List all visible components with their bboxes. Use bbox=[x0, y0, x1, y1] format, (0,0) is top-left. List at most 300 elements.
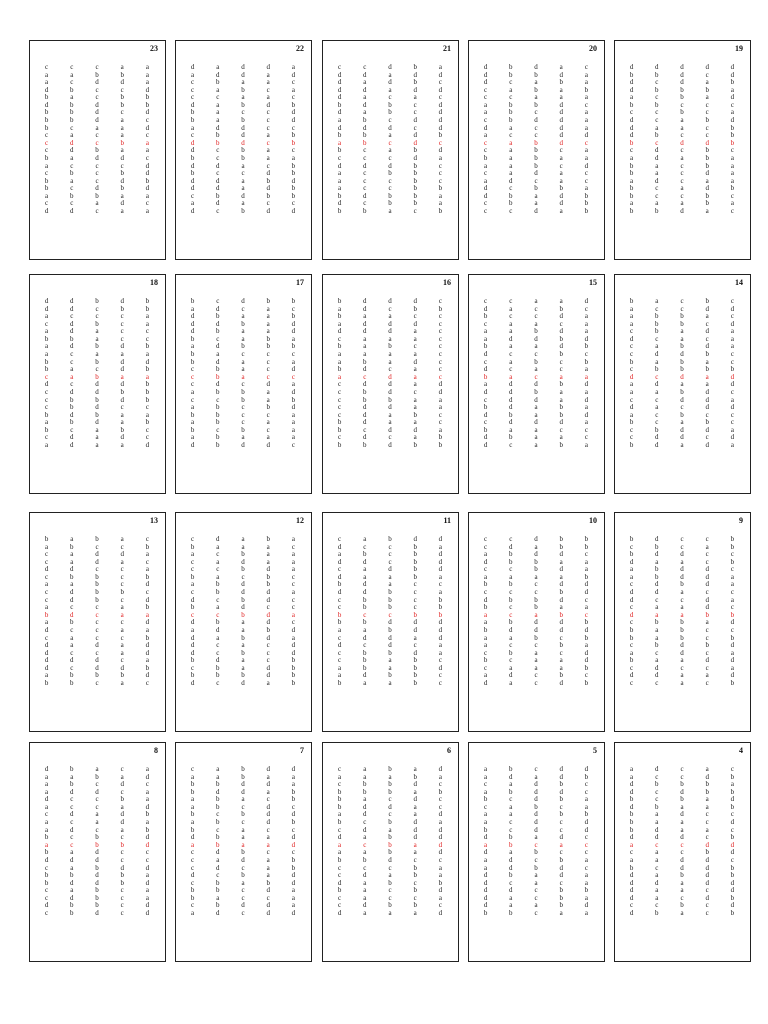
letter-cell: d bbox=[655, 663, 659, 672]
letter-cell: a bbox=[680, 380, 684, 389]
letter-cell: c bbox=[70, 625, 74, 634]
letter-cell: b bbox=[413, 772, 417, 781]
letter-cell: d bbox=[509, 863, 513, 872]
letter-cell: d bbox=[584, 656, 589, 665]
letter-cell: a bbox=[45, 312, 49, 321]
letter-cell: d bbox=[559, 191, 563, 200]
letter-cell: b bbox=[509, 908, 513, 917]
letter-cell: d bbox=[483, 871, 488, 880]
letter-cell: b bbox=[95, 410, 99, 419]
letter-cell: a bbox=[145, 886, 149, 895]
letter-cell: b bbox=[413, 565, 417, 574]
letter-cell: d bbox=[120, 863, 124, 872]
letter-cell: b bbox=[337, 802, 342, 811]
letter-cell: a bbox=[534, 191, 538, 200]
letter-cell: b bbox=[413, 550, 417, 559]
letter-cell: c bbox=[438, 319, 442, 328]
letter-cell: b bbox=[145, 825, 150, 834]
letter-cell: c bbox=[438, 312, 442, 321]
letter-cell: c bbox=[338, 901, 342, 910]
letter-cell: d bbox=[559, 342, 563, 351]
letter-cell: d bbox=[584, 410, 589, 419]
letter-cell: c bbox=[584, 425, 588, 434]
letter-cell: b bbox=[483, 372, 488, 381]
letter-cell: d bbox=[655, 671, 659, 680]
letter-cell: b bbox=[629, 297, 634, 305]
letter-cell: d bbox=[730, 618, 735, 627]
letter-cell: b bbox=[559, 893, 563, 902]
letter-cell: d bbox=[291, 878, 296, 887]
letter-cell: c bbox=[95, 678, 99, 687]
letter-cell: b bbox=[266, 297, 270, 305]
letter-cell: d bbox=[266, 588, 270, 597]
letter-cell: b bbox=[730, 557, 735, 566]
letter-cell: c bbox=[534, 908, 538, 917]
letter-cell: c bbox=[680, 848, 684, 857]
letter-cell: a bbox=[241, 878, 245, 887]
letter-cell: b bbox=[629, 138, 634, 147]
card-number: 11 bbox=[443, 516, 451, 525]
letter-cell: c bbox=[630, 901, 634, 910]
letter-cell: b bbox=[655, 542, 659, 551]
letter-cell: b bbox=[120, 425, 124, 434]
letter-cell: b bbox=[534, 565, 538, 574]
letter-cell: b bbox=[363, 787, 367, 796]
letter-cell: a bbox=[559, 663, 563, 672]
letter-cell: d bbox=[730, 795, 735, 804]
letter-cell: a bbox=[413, 418, 417, 427]
letter-cell: d bbox=[483, 557, 488, 566]
letter-cell: c bbox=[484, 780, 488, 789]
letter-cell: c bbox=[438, 802, 442, 811]
letter-cell: a bbox=[630, 572, 634, 581]
letter-cell: c bbox=[95, 206, 99, 215]
letter-cell: c bbox=[216, 648, 220, 657]
letter-cell: c bbox=[70, 199, 74, 208]
letter-cell: a bbox=[241, 542, 245, 551]
letter-cell: d bbox=[680, 810, 684, 819]
letter-cell: a bbox=[413, 840, 417, 849]
letter-cell: a bbox=[291, 588, 295, 597]
letter-cell: b bbox=[337, 418, 342, 427]
letter-cell: a bbox=[338, 176, 342, 185]
letter-cell: c bbox=[584, 833, 588, 842]
letter-cell: d bbox=[413, 833, 417, 842]
letter-cell: b bbox=[413, 886, 417, 895]
letter-cell: c bbox=[363, 169, 367, 178]
letter-grid bbox=[615, 536, 750, 688]
letter-cell: d bbox=[70, 855, 74, 864]
letter-cell: c bbox=[484, 199, 488, 208]
letter-cell: a bbox=[509, 810, 513, 819]
letter-cell: a bbox=[45, 161, 49, 170]
letter-cell: a bbox=[266, 304, 270, 313]
letter-cell: d bbox=[216, 380, 220, 389]
letter-cell: d bbox=[337, 908, 342, 917]
letter-cell: b bbox=[483, 312, 488, 321]
letter-cell: b bbox=[629, 795, 634, 804]
letter-cell: d bbox=[680, 863, 684, 872]
letter-cell: b bbox=[438, 184, 443, 193]
letter-cell: d bbox=[483, 410, 488, 419]
letter-cell: a bbox=[730, 572, 734, 581]
letter-cell: a bbox=[584, 365, 588, 374]
letter-cell: a bbox=[705, 78, 709, 87]
letter-cell: d bbox=[438, 146, 443, 155]
letter-cell: c bbox=[120, 848, 124, 857]
letter-cell: d bbox=[730, 433, 735, 442]
letter-cell: d bbox=[216, 123, 220, 132]
letter-cell: d bbox=[241, 787, 245, 796]
letter-cell: a bbox=[680, 908, 684, 917]
letter-cell: b bbox=[337, 297, 342, 305]
letter-cell: c bbox=[484, 93, 488, 102]
letter-cell: c bbox=[655, 184, 659, 193]
letter-cell: c bbox=[45, 372, 49, 381]
letter-cell: b bbox=[363, 656, 367, 665]
letter-cell: d bbox=[730, 818, 735, 827]
letter-cell: b bbox=[388, 191, 392, 200]
letter-cell: b bbox=[291, 663, 296, 672]
letter-cell: b bbox=[534, 100, 538, 109]
letter-cell: c bbox=[266, 648, 270, 657]
letter-cell: b bbox=[291, 863, 296, 872]
letter-cell: c bbox=[388, 542, 392, 551]
letter-cell: d bbox=[509, 625, 513, 634]
letter-cell: b bbox=[266, 535, 270, 543]
letter-cell: a bbox=[534, 425, 538, 434]
letter-cell: c bbox=[191, 131, 195, 140]
letter-cell: d bbox=[363, 85, 367, 94]
letter-cell: a bbox=[680, 588, 684, 597]
letter-cell: c bbox=[70, 380, 74, 389]
letter-cell: c bbox=[509, 297, 513, 305]
letter-cell: d bbox=[120, 818, 124, 827]
letter-cell: b bbox=[534, 595, 538, 604]
letter-cell: c bbox=[266, 848, 270, 857]
letter-cell: a bbox=[145, 63, 149, 71]
letter-cell: d bbox=[655, 63, 659, 71]
letter-cell: a bbox=[70, 772, 74, 781]
letter-cell: b bbox=[483, 580, 488, 589]
letter-cell: d bbox=[680, 63, 684, 71]
letter-cell: c bbox=[413, 123, 417, 132]
letter-cell: b bbox=[266, 403, 270, 412]
letter-cell: a bbox=[70, 372, 74, 381]
letter-cell: a bbox=[413, 633, 417, 642]
letter-cell: d bbox=[559, 618, 563, 627]
letter-cell: b bbox=[388, 648, 392, 657]
letter-cell: d bbox=[584, 625, 589, 634]
letter-cell: b bbox=[509, 116, 513, 125]
letter-cell: d bbox=[266, 100, 270, 109]
letter-cell: d bbox=[438, 625, 443, 634]
letter-cell: c bbox=[438, 410, 442, 419]
letter-cell: b bbox=[584, 535, 589, 543]
letter-cell: d bbox=[534, 63, 538, 71]
letter-cell: c bbox=[70, 802, 74, 811]
letter-cell: d bbox=[559, 625, 563, 634]
letter-cell: d bbox=[145, 671, 150, 680]
letter-cell: a bbox=[291, 610, 295, 619]
letter-row bbox=[469, 442, 604, 450]
letter-cell: c bbox=[559, 365, 563, 374]
letter-cell: c bbox=[534, 588, 538, 597]
bingo-card bbox=[29, 40, 166, 260]
letter-cell: b bbox=[584, 618, 589, 627]
letter-cell: d bbox=[413, 70, 417, 79]
letter-cell: a bbox=[216, 557, 220, 566]
letter-cell: d bbox=[655, 146, 659, 155]
letter-cell: b bbox=[559, 440, 563, 449]
letter-cell: b bbox=[413, 184, 417, 193]
letter-cell: a bbox=[705, 206, 709, 215]
letter-cell: a bbox=[509, 372, 513, 381]
letter-cell: d bbox=[95, 878, 99, 887]
bingo-card bbox=[29, 512, 166, 732]
letter-cell: c bbox=[680, 191, 684, 200]
letter-cell: a bbox=[338, 810, 342, 819]
letter-cell: a bbox=[484, 671, 488, 680]
letter-cell: d bbox=[483, 848, 488, 857]
letter-cell: a bbox=[705, 802, 709, 811]
letter-cell: a bbox=[584, 184, 588, 193]
letter-cell: d bbox=[655, 550, 659, 559]
letter-cell: a bbox=[730, 580, 734, 589]
letter-cell: b bbox=[95, 901, 99, 910]
letter-cell: b bbox=[190, 334, 195, 343]
letter-cell: d bbox=[483, 78, 488, 87]
letter-cell: a bbox=[120, 610, 124, 619]
letter-cell: d bbox=[241, 123, 245, 132]
letter-cell: d bbox=[705, 840, 709, 849]
letter-cell: d bbox=[629, 557, 634, 566]
letter-cell: a bbox=[730, 595, 734, 604]
letter-cell: a bbox=[216, 572, 220, 581]
letter-cell: a bbox=[534, 572, 538, 581]
letter-cell: b bbox=[95, 671, 99, 680]
letter-cell: b bbox=[584, 199, 589, 208]
letter-cell: b bbox=[266, 176, 270, 185]
letter-cell: b bbox=[730, 184, 735, 193]
letter-cell: c bbox=[388, 795, 392, 804]
letter-cell: a bbox=[216, 893, 220, 902]
letter-cell: a bbox=[413, 365, 417, 374]
letter-cell: a bbox=[363, 678, 367, 687]
letter-cell: d bbox=[241, 63, 245, 71]
letter-cell: b bbox=[95, 395, 99, 404]
letter-cell: c bbox=[509, 131, 513, 140]
letter-cell: c bbox=[363, 176, 367, 185]
letter-cell: c bbox=[509, 878, 513, 887]
letter-cell: a bbox=[630, 840, 634, 849]
letter-cell: c bbox=[438, 580, 442, 589]
letter-cell: d bbox=[730, 93, 735, 102]
letter-cell: a bbox=[509, 153, 513, 162]
letter-cell: a bbox=[145, 78, 149, 87]
bingo-card bbox=[468, 512, 605, 732]
letter-cell: d bbox=[680, 648, 684, 657]
letter-cell: c bbox=[338, 395, 342, 404]
letter-cell: d bbox=[216, 656, 220, 665]
letter-cell: c bbox=[291, 93, 295, 102]
letter-cell: c bbox=[145, 153, 149, 162]
letter-cell: b bbox=[241, 387, 245, 396]
letter-cell: d bbox=[629, 610, 634, 619]
letter-cell: d bbox=[363, 191, 367, 200]
letter-cell: d bbox=[559, 565, 563, 574]
letter-cell: c bbox=[191, 85, 195, 94]
letter-cell: b bbox=[266, 878, 270, 887]
letter-cell: a bbox=[70, 70, 74, 79]
letter-cell: a bbox=[45, 780, 49, 789]
letter-cell: c bbox=[584, 671, 588, 680]
letter-cell: a bbox=[484, 810, 488, 819]
letter-cell: a bbox=[680, 886, 684, 895]
letter-cell: c bbox=[338, 410, 342, 419]
letter-cell: c bbox=[438, 161, 442, 170]
letter-cell: a bbox=[216, 772, 220, 781]
letter-cell: c bbox=[705, 886, 709, 895]
card-number: 23 bbox=[150, 44, 158, 53]
letter-cell: d bbox=[120, 433, 124, 442]
letter-cell: b bbox=[483, 825, 488, 834]
letter-cell: c bbox=[70, 63, 74, 71]
letter-cell: b bbox=[388, 100, 392, 109]
letter-cell: d bbox=[680, 433, 684, 442]
letter-cell: a bbox=[266, 855, 270, 864]
letter-cell: a bbox=[484, 334, 488, 343]
letter-cell: a bbox=[534, 342, 538, 351]
letter-cell: a bbox=[45, 580, 49, 589]
letter-cell: b bbox=[241, 648, 245, 657]
letter-cell: d bbox=[388, 403, 392, 412]
letter-cell: c bbox=[705, 557, 709, 566]
letter-cell: a bbox=[363, 334, 367, 343]
letter-cell: b bbox=[291, 131, 296, 140]
letter-cell: c bbox=[388, 893, 392, 902]
letter-cell: c bbox=[705, 625, 709, 634]
letter-cell: b bbox=[413, 610, 417, 619]
letter-cell: a bbox=[388, 580, 392, 589]
letter-cell: b bbox=[95, 886, 99, 895]
letter-cell: b bbox=[95, 357, 99, 366]
letter-cell: c bbox=[630, 678, 634, 687]
letter-cell: a bbox=[363, 565, 367, 574]
letter-cell: c bbox=[338, 334, 342, 343]
letter-cell: a bbox=[534, 403, 538, 412]
letter-cell: c bbox=[216, 550, 220, 559]
letter-cell: a bbox=[241, 199, 245, 208]
card-number: 8 bbox=[154, 746, 158, 755]
letter-cell: a bbox=[584, 70, 588, 79]
letter-cell: c bbox=[191, 855, 195, 864]
letter-cell: d bbox=[655, 825, 659, 834]
letter-cell: a bbox=[145, 893, 149, 902]
bingo-card bbox=[468, 40, 605, 260]
letter-cell: c bbox=[655, 395, 659, 404]
letter-cell: a bbox=[413, 810, 417, 819]
letter-cell: c bbox=[95, 625, 99, 634]
letter-cell: b bbox=[559, 780, 563, 789]
letter-cell: d bbox=[266, 595, 270, 604]
letter-cell: b bbox=[413, 63, 417, 71]
letter-cell: a bbox=[680, 656, 684, 665]
letter-cell: d bbox=[629, 878, 634, 887]
letter-cell: d bbox=[730, 63, 735, 71]
letter-cell: b bbox=[337, 206, 342, 215]
letter-cell: d bbox=[291, 176, 296, 185]
letter-cell: d bbox=[216, 161, 220, 170]
letter-cell: c bbox=[730, 357, 734, 366]
letter-cell: b bbox=[629, 161, 634, 170]
letter-cell: c bbox=[584, 100, 588, 109]
letter-cell: a bbox=[509, 572, 513, 581]
letter-cell: d bbox=[629, 123, 634, 132]
letter-row bbox=[30, 208, 165, 216]
letter-cell: a bbox=[363, 886, 367, 895]
letter-cell: c bbox=[266, 410, 270, 419]
letter-cell: b bbox=[291, 100, 296, 109]
letter-grid bbox=[469, 64, 604, 216]
letter-cell: a bbox=[266, 153, 270, 162]
letter-cell: b bbox=[190, 357, 195, 366]
letter-cell: a bbox=[630, 765, 634, 773]
letter-cell: d bbox=[584, 818, 589, 827]
letter-cell: b bbox=[241, 765, 245, 773]
letter-cell: c bbox=[216, 297, 220, 305]
letter-cell: a bbox=[145, 350, 149, 359]
letter-cell: b bbox=[509, 70, 513, 79]
letter-cell: b bbox=[216, 372, 220, 381]
letter-cell: c bbox=[45, 908, 49, 917]
letter-cell: b bbox=[388, 595, 392, 604]
letter-cell: d bbox=[145, 878, 150, 887]
letter-cell: d bbox=[629, 588, 634, 597]
letter-cell: d bbox=[44, 765, 49, 773]
letter-cell: a bbox=[95, 433, 99, 442]
letter-cell: a bbox=[705, 372, 709, 381]
letter-cell: a bbox=[559, 395, 563, 404]
letter-cell: c bbox=[95, 63, 99, 71]
letter-cell: c bbox=[705, 319, 709, 328]
letter-cell: d bbox=[95, 403, 99, 412]
letter-cell: b bbox=[337, 795, 342, 804]
letter-cell: c bbox=[338, 535, 342, 543]
letter-cell: c bbox=[509, 610, 513, 619]
letter-cell: c bbox=[509, 588, 513, 597]
letter-cell: a bbox=[730, 663, 734, 672]
letter-cell: c bbox=[266, 108, 270, 117]
letter-cell: c bbox=[705, 550, 709, 559]
letter-cell: c bbox=[388, 93, 392, 102]
letter-cell: c bbox=[584, 350, 588, 359]
letter-cell: d bbox=[534, 625, 538, 634]
letter-cell: d bbox=[438, 550, 443, 559]
letter-cell: b bbox=[190, 603, 195, 612]
letter-cell: a bbox=[95, 327, 99, 336]
letter-cell: a bbox=[559, 603, 563, 612]
letter-cell: c bbox=[363, 153, 367, 162]
letter-cell: a bbox=[438, 542, 442, 551]
letter-cell: c bbox=[291, 848, 295, 857]
letter-cell: c bbox=[266, 795, 270, 804]
letter-cell: c bbox=[291, 603, 295, 612]
letter-cell: c bbox=[584, 550, 588, 559]
letter-cell: c bbox=[363, 184, 367, 193]
letter-cell: c bbox=[730, 312, 734, 321]
letter-cell: b bbox=[413, 572, 417, 581]
